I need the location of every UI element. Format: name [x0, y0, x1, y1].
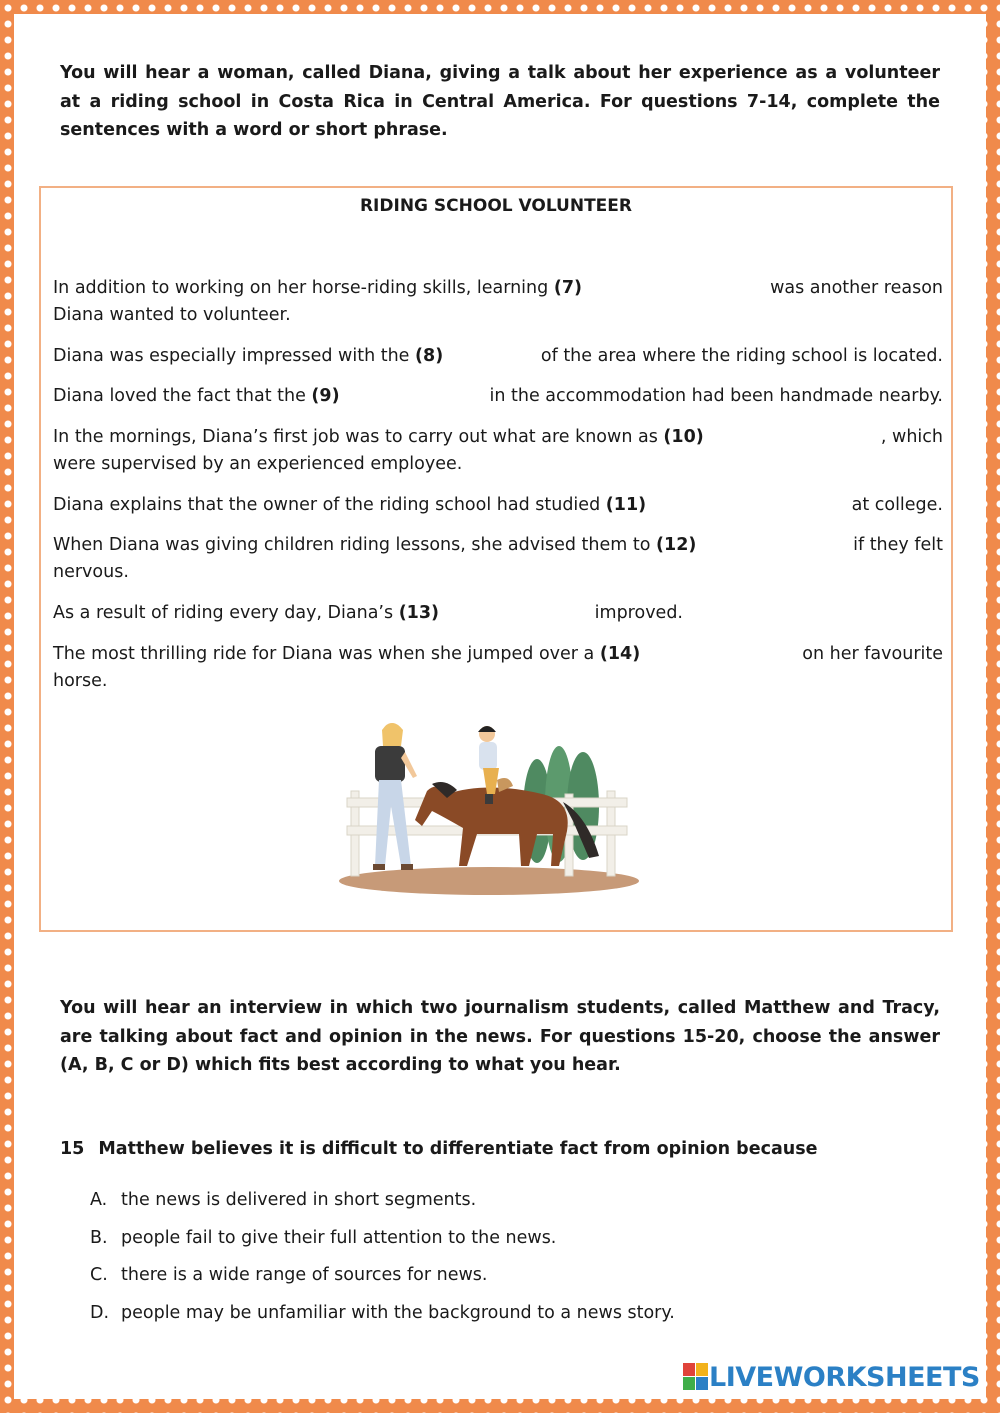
sentence-text: In the mornings, Diana’s first job was to carry out what are known as: [53, 427, 658, 447]
option-letter: B.: [90, 1228, 108, 1248]
gap-number: (8): [415, 346, 444, 366]
answer-gap-10[interactable]: [704, 424, 881, 451]
sentence-text-after: if they felt: [853, 535, 943, 555]
gap-number: (10): [663, 427, 704, 447]
ground-shadow: [339, 867, 639, 895]
answer-gap-8[interactable]: [443, 343, 541, 370]
sentence-continuation: were supervised by an experienced employee.: [53, 454, 463, 474]
gap-number: (14): [599, 644, 641, 664]
answer-gap-7[interactable]: [582, 275, 770, 302]
option-text: there is a wide range of sources for news.: [121, 1265, 488, 1285]
gap-number: (7): [553, 278, 583, 298]
listening-instructions-part-2: You will hear a woman, called Diana, giving a talk about her experience as a volunteer at a riding school in Costa Rica in Central America. For questions 7-14, complete the sentences with a word or short phrase.: [60, 63, 940, 140]
sentence-continuation: horse.: [53, 671, 108, 691]
woman-instructor: [373, 723, 417, 870]
option-b[interactable]: [90, 1228, 556, 1248]
option-letter: A.: [90, 1190, 108, 1210]
sentence-continuation: nervous.: [53, 562, 129, 582]
sentence-7: [53, 275, 943, 329]
live-badge-icon: [683, 1363, 709, 1391]
sentence-10: [53, 424, 943, 478]
option-letter: D.: [90, 1303, 110, 1323]
sentence-text-after: improved.: [594, 603, 683, 623]
option-text: people fail to give their full attention to the news.: [121, 1228, 557, 1248]
sentence-text: Diana explains that the owner of the riding school had studied: [53, 495, 601, 515]
sentence-9: [53, 383, 943, 410]
sentence-continuation: Diana wanted to volunteer.: [53, 305, 291, 325]
question-number: 15: [60, 1139, 85, 1159]
gap-number: (12): [656, 535, 697, 555]
sentence-text-after: , which: [880, 427, 943, 447]
answer-gap-9[interactable]: [340, 383, 490, 410]
sentence-text-after: on her favourite: [802, 644, 943, 664]
riding-lesson-illustration: [337, 716, 642, 901]
gap-number: (11): [605, 495, 647, 515]
gap-number: (9): [311, 386, 340, 406]
option-letter: C.: [90, 1265, 108, 1285]
box-title: RIDING SCHOOL VOLUNTEER: [359, 196, 633, 216]
sentence-text-after: at college.: [851, 495, 943, 515]
logo-text: LIVEWORKSHEETS: [709, 1361, 980, 1393]
sentence-text-after: in the accommodation had been handmade nearby.: [489, 386, 943, 406]
sentence-text: The most thrilling ride for Diana was when she jumped over a: [53, 644, 595, 664]
sentence-completion-box: [39, 186, 953, 932]
option-text: the news is delivered in short segments.: [121, 1190, 477, 1210]
answer-gap-14[interactable]: [640, 641, 802, 668]
question-15: [60, 1139, 818, 1159]
listening-instructions-part-3: You will hear an interview in which two journalism students, called Matthew and Tracy, are talking about fact and opinion in the news. For questions 15-20, choose the answer (A, B, C or D) which fits best according to what you hear.: [60, 998, 940, 1075]
sentence-text: Diana loved the fact that the: [53, 386, 306, 406]
sentence-text-after: was another reason: [770, 278, 943, 298]
sentence-text: As a result of riding every day, Diana’s: [53, 603, 394, 623]
sentence-text: When Diana was giving children riding lessons, she advised them to: [53, 535, 651, 555]
question-text: Matthew believes it is difficult to differentiate fact from opinion because: [98, 1139, 818, 1159]
answer-gap-12[interactable]: [696, 532, 853, 559]
sentence-13: [53, 600, 683, 627]
option-text: people may be unfamiliar with the background to a news story.: [121, 1303, 675, 1323]
sentence-8: [53, 343, 943, 370]
option-a[interactable]: [90, 1190, 476, 1210]
sentence-text: In addition to working on her horse-riding skills, learning: [53, 278, 549, 298]
liveworksheets-logo[interactable]: [683, 1361, 980, 1393]
answer-gap-13[interactable]: [439, 600, 595, 627]
option-d[interactable]: [90, 1303, 675, 1323]
gap-number: (13): [398, 603, 440, 623]
sentence-14: [53, 641, 943, 695]
answer-gap-11[interactable]: [646, 492, 851, 519]
sentence-text-after: of the area where the riding school is located.: [540, 346, 943, 366]
sentence-12: [53, 532, 943, 586]
sentence-11: [53, 492, 943, 519]
worksheet-page: [14, 14, 986, 1399]
option-c[interactable]: [90, 1265, 487, 1285]
sentence-text: Diana was especially impressed with the: [53, 346, 410, 366]
